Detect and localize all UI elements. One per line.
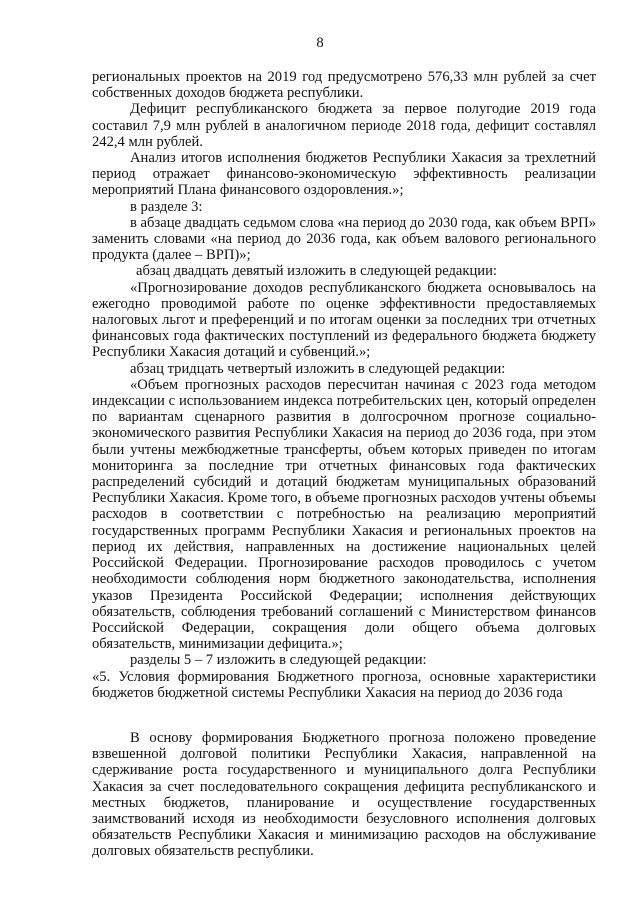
- paragraph: «Объем прогнозных расходов пересчитан начиная с 2023 года методом индексации с использованием индекса потребительских цен, который определен по вариантам сценарного развития в долгосрочном прогнозе социально-экономического развития Республики Хакасия на период до 2036 года, при этом были учтены межбюджетные трансферты, объем которых приведен по итогам мониторинга за последние три отчетных финансовых года фактических распределений субсидий и дотаций бюджетам муниципальных образований Республики Хакасия. Кроме того, в объеме прогнозных расходов учтены объемы расходов в соответствии с потребностью на реализацию мероприятий государственных программ Республики Хакасия и региональных проектов на период их действия, направленных на достижение национальных целей Российской Федерации. Прогнозирование расходов проводилось с учетом необходимости соблюдения норм бюджетного законодательства, исполнения указов Президента Российской Федерации; исполнения действующих обязательств, соблюдения требований соглашений с Министерством финансов Российской Федерации, сокращения доли общего объема долговых обязательств, минимизации дефицита.»;: [92, 376, 596, 653]
- paragraph: разделы 5 – 7 изложить в следующей редакции:: [130, 652, 427, 669]
- paragraph: региональных проектов на 2019 год предусмотрено 576,33 млн рублей за счет собственных доходов бюджета республики.: [92, 69, 596, 102]
- page-number: 8: [316, 35, 324, 51]
- document-body: [92, 69, 596, 860]
- paragraph: абзац тридцать четвертый изложить в следующей редакции:: [130, 360, 506, 377]
- section-heading: «5. Условия формирования Бюджетного прогноза, основные характеристики бюджетов бюджетной системы Республики Хакасия на период до 2036 года: [92, 668, 596, 701]
- paragraph: Дефицит республиканского бюджета за первое полугодие 2019 года составил 7,9 млн рублей в аналогичном периоде 2018 года, дефицит составлял 242,4 млн рублей.: [92, 101, 596, 150]
- paragraph: абзац двадцать девятый изложить в следующей редакции:: [136, 263, 497, 280]
- paragraph: в абзаце двадцать седьмом слова «на период до 2030 года, как объем ВРП» заменить словами «на период до 2036 года, как объем валового регионального продукта (далее – ВРП)»;: [92, 214, 596, 264]
- paragraph: в разделе 3:: [130, 198, 203, 215]
- spacer: [92, 701, 596, 730]
- paragraph: В основу формирования Бюджетного прогноза положено проведение взвешенной долговой политики Республики Хакасия, направленной на сдерживание роста государственного и муниципального долга Республики Хакасия за счет последовательного сокращения дефицита республиканского и местных бюджетов, планирование и осуществление государственных заимствований исходя из необходимости безусловного исполнения долговых обязательств Республики Хакасия и минимизацию расходов на обслуживание долговых обязательств республики.: [92, 729, 596, 860]
- paragraph: «Прогнозирование доходов республиканского бюджета основывалось на ежегодно проводимой работе по оценке эффективности предоставляемых налоговых льгот и преференций и по итогам оценки за последних три отчетных финансовых года фактических поступлений из федерального бюджета бюджету Республики Хакасия дотаций и субвенций.»;: [92, 279, 596, 361]
- paragraph: Анализ итогов исполнения бюджетов Республики Хакасия за трехлетний период отражает финансово-экономическую эффективность реализации мероприятий Плана финансового оздоровления.»;: [92, 150, 596, 199]
